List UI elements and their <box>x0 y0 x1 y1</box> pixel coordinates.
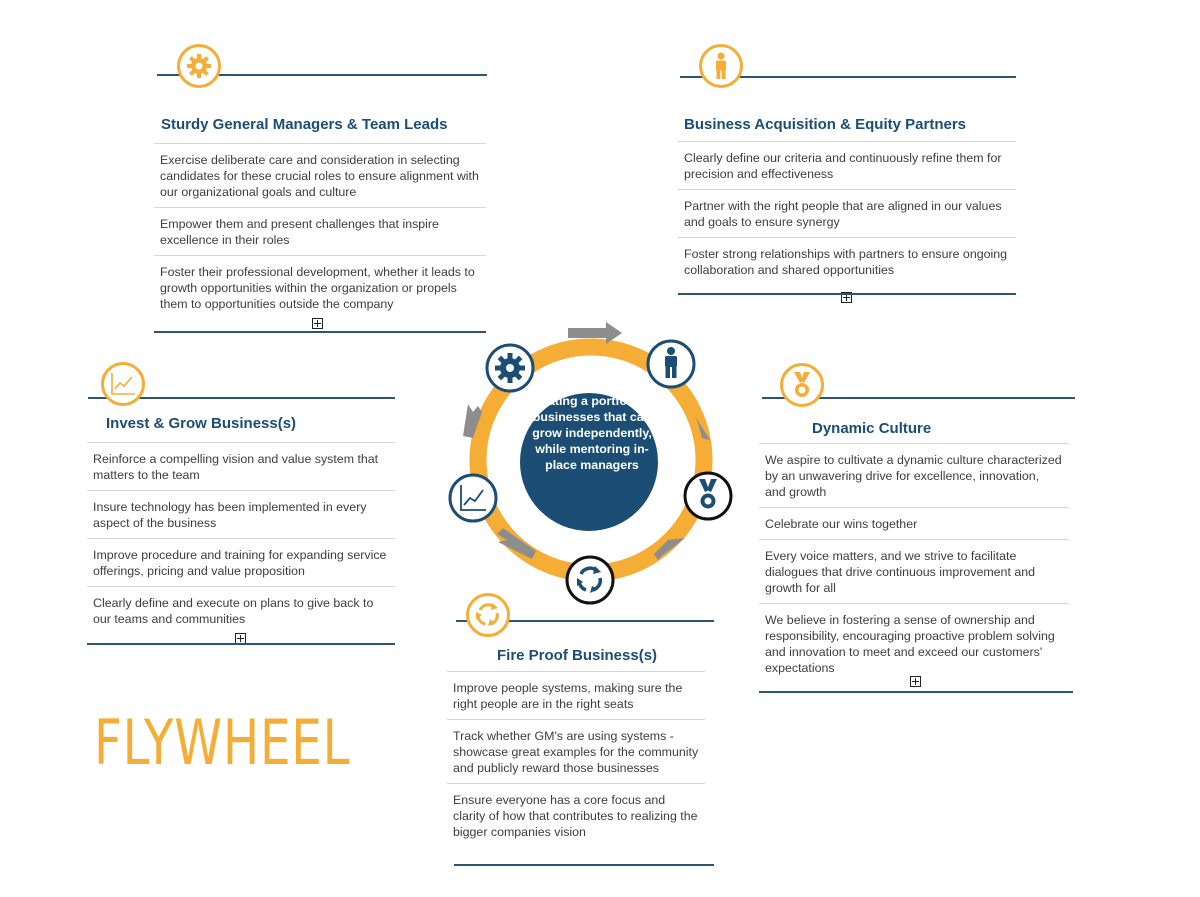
wheel-node-recycle-icon <box>567 557 613 603</box>
list-item: Celebrate our wins together <box>759 507 1069 539</box>
list-item: We believe in fostering a sense of ownership and responsibility, encouraging proactive problem solving and innovation to meet and exceed our customers' expectations <box>759 603 1069 683</box>
item-list <box>87 442 395 634</box>
person-icon <box>699 44 743 88</box>
list-item: Clearly define and execute on plans to give back to our teams and communities <box>87 586 395 634</box>
list-item: We aspire to cultivate a dynamic culture characterized by an unwavering drive for excellence, innovation, and growth <box>759 443 1069 507</box>
wheel-node-line-chart-icon <box>450 475 496 521</box>
item-list <box>447 671 705 847</box>
list-item: Partner with the right people that are aligned in our values and goals to ensure synergy <box>678 189 1016 237</box>
section-bottom-rule <box>678 293 1016 295</box>
section-bottom-rule <box>154 331 486 333</box>
section-title: Invest & Grow Business(s) <box>106 415 297 432</box>
expand-toggle-icon[interactable] <box>910 676 921 687</box>
list-item: Improve people systems, making sure the right people are in the right seats <box>447 671 705 719</box>
list-item: Ensure everyone has a core focus and clarity of how that contributes to realizing the bigger companies vision <box>447 783 705 847</box>
wheel-node-gear-icon <box>487 345 533 391</box>
section-title: Dynamic Culture <box>812 420 932 437</box>
wheel-node-person-icon <box>648 341 694 387</box>
center-caption: Creating a portfolio of businesses that can grow independently, while mentoring in-place managers <box>527 394 657 472</box>
item-list <box>678 141 1016 285</box>
list-item: Track whether GM's are using systems - showcase great examples for the community and publicly reward those businesses <box>447 719 705 783</box>
wheel-node-medal-icon <box>685 473 731 519</box>
section-title: Sturdy General Managers & Team Leads <box>161 116 448 133</box>
item-list <box>759 443 1069 683</box>
list-item: Empower them and present challenges that inspire excellence in their roles <box>154 207 486 255</box>
list-item: Foster their professional development, whether it leads to growth opportunities within the organization or propels them to opportunities outside the company <box>154 255 486 319</box>
section-bottom-rule <box>454 864 714 866</box>
list-item: Exercise deliberate care and consideration in selecting candidates for these crucial roles to ensure alignment with our organizational goals and culture <box>154 143 486 207</box>
expand-toggle-icon[interactable] <box>312 318 323 329</box>
list-item: Insure technology has been implemented in every aspect of the business <box>87 490 395 538</box>
item-list <box>154 143 486 319</box>
flywheel-logo: FLYWHEEL <box>94 706 351 779</box>
list-item: Every voice matters, and we strive to facilitate dialogues that drive continuous improvement and growth for all <box>759 539 1069 603</box>
list-item: Foster strong relationships with partners to ensure ongoing collaboration and shared opportunities <box>678 237 1016 285</box>
section-title: Business Acquisition & Equity Partners <box>684 116 967 133</box>
gear-icon <box>177 44 221 88</box>
medal-icon <box>780 363 824 407</box>
list-item: Improve procedure and training for expanding service offerings, pricing and value proposition <box>87 538 395 586</box>
section-bottom-rule <box>759 691 1073 693</box>
section-title: Fire Proof Business(s) <box>497 647 658 664</box>
list-item: Clearly define our criteria and continuously refine them for precision and effectiveness <box>678 141 1016 189</box>
list-item: Reinforce a compelling vision and value system that matters to the team <box>87 442 395 490</box>
line-chart-icon <box>101 362 145 406</box>
section-bottom-rule <box>87 643 395 645</box>
